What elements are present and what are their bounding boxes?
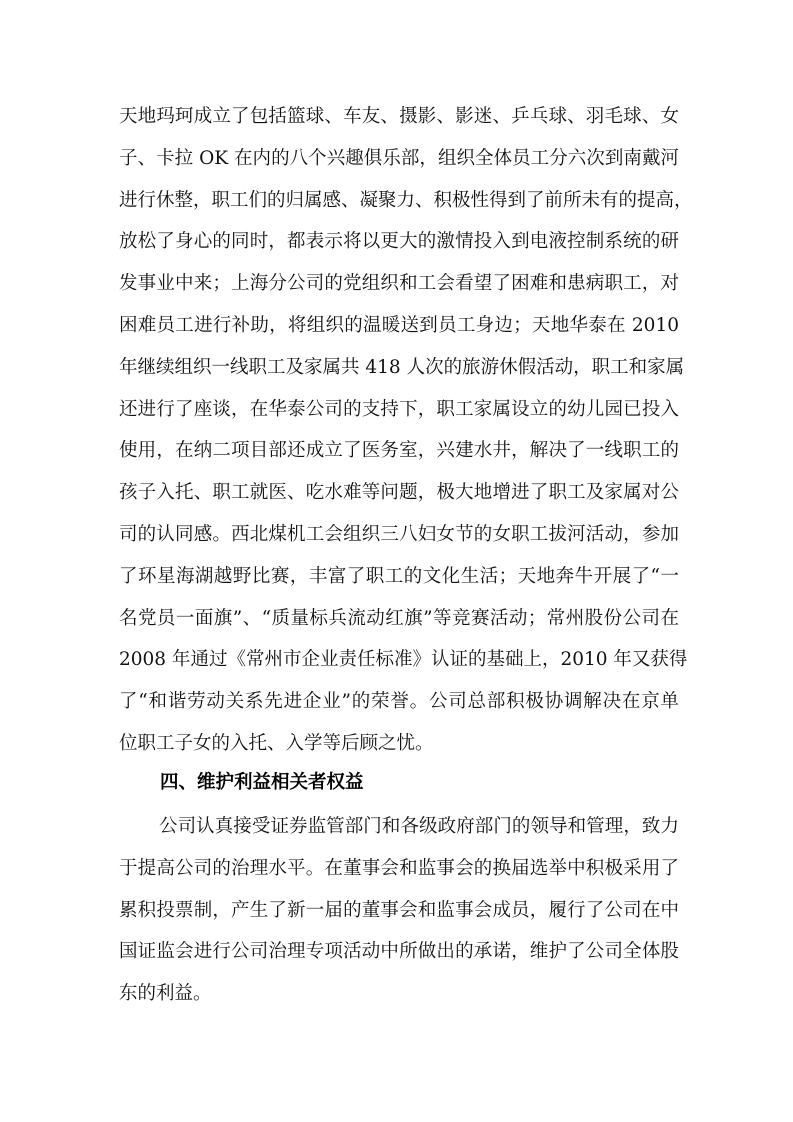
paragraph-line: 发事业中来；上海分公司的党组织和工会看望了困难和患病职工，对 <box>119 273 679 295</box>
section-heading: 四、维护利益相关者权益 <box>160 772 364 793</box>
paragraph-line: 还进行了座谈，在华泰公司的支持下，职工家属设立的幼儿园已投入 <box>119 398 679 420</box>
paragraph-line: 使用，在纳二项目部还成立了医务室，兴建水井，解决了一线职工的 <box>119 440 679 462</box>
paragraph-line: 子、卡拉 OK 在内的八个兴趣俱乐部，组织全体员工分六次到南戴河 <box>119 147 679 169</box>
paragraph-line: 放松了身心的同时，都表示将以更大的激情投入到电液控制系统的研 <box>119 231 679 253</box>
paragraph-line: 2008 年通过《常州市企业责任标准》认证的基础上，2010 年又获得 <box>119 649 688 671</box>
paragraph-line: 年继续组织一线职工及家属共 418 人次的旅游休假活动，职工和家属 <box>119 356 685 378</box>
paragraph-line: 困难员工进行补助，将组织的温暖送到员工身边；天地华泰在 2010 <box>119 314 679 336</box>
paragraph-line: 进行休整，职工们的归属感、凝聚力、积极性得到了前所未有的提高， <box>119 189 693 211</box>
paragraph-employee-welfare <box>119 96 693 765</box>
paragraph-line: 公司认真接受证券监管部门和各级政府部门的领导和管理，致力 <box>159 816 679 837</box>
paragraph-line: 于提高公司的治理水平。在董事会和监事会的换届选举中积极采用了 <box>119 857 679 879</box>
paragraph-line: 位职工子女的入托、入学等后顾之忧。 <box>119 732 434 754</box>
paragraph-line: 孩子入托、职工就医、吃水难等问题，极大地增进了职工及家属对公 <box>119 482 679 504</box>
paragraph-line: 了“和谐劳动关系先进企业”的荣誉。公司总部积极协调解决在京单 <box>119 691 679 713</box>
paragraph-line: 名党员一面旗”、“质量标兵流动红旗”等竞赛活动；常州股份公司在 <box>119 607 679 629</box>
paragraph-line: 国证监会进行公司治理专项活动中所做出的承诺，维护了公司全体股 <box>119 941 679 963</box>
paragraph-line: 东的利益。 <box>119 983 212 1005</box>
paragraph-line: 了环星海湖越野比赛，丰富了职工的文化生活；天地奔牛开展了“一 <box>119 565 679 587</box>
paragraph-stakeholder-rights <box>119 806 679 1015</box>
paragraph-line: 累积投票制，产生了新一届的董事会和监事会成员，履行了公司在中 <box>119 899 679 921</box>
paragraph-line: 司的认同感。西北煤机工会组织三八妇女节的女职工拔河活动，参加 <box>119 523 679 545</box>
paragraph-line: 天地玛珂成立了包括篮球、车友、摄影、影迷、乒乓球、羽毛球、女 <box>119 106 679 127</box>
